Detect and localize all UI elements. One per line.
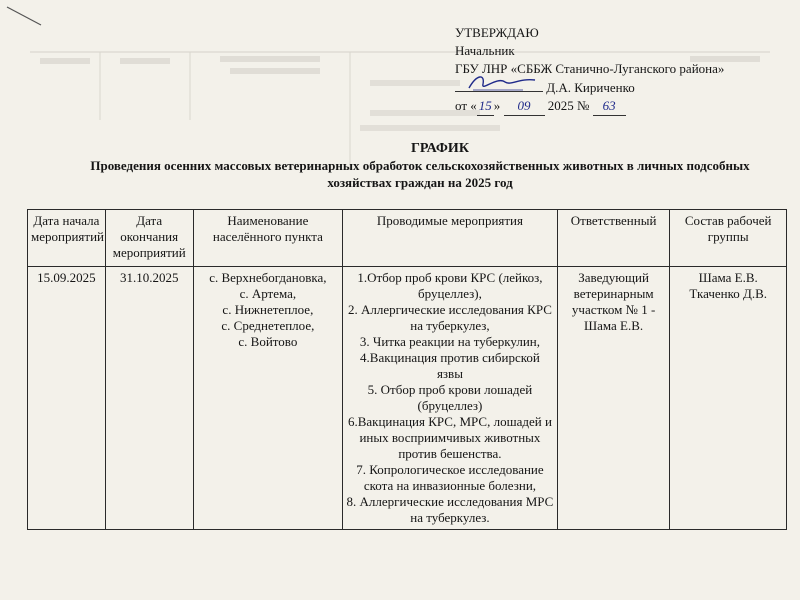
title-heading: ГРАФИК [411,141,469,156]
activity-item: 5. Отбор проб крови лошадей (бруцеллез) [367,382,533,413]
schedule-table [27,209,787,530]
team-member: Ткаченко Д.В. [689,286,768,301]
document-title [90,140,750,191]
team-member: Шама Е.В. [698,270,758,285]
date-year: 2025 № [547,98,590,113]
settlement-item: с. Войтово [238,334,298,349]
activity-item: 8. Аллергические исследования МРС на туберкулез. [346,494,554,525]
activity-item: 3. Читка реакции на туберкулин, [359,334,540,349]
approval-signature-line [455,78,785,97]
activity-item: 7. Копрологическое исследование скота на инвазионные болезни, [356,462,544,493]
header-responsible: Ответственный [557,210,670,267]
header-team: Состав рабочей группы [670,210,787,267]
cell-activities [343,267,558,530]
date-month: 09 [504,97,545,116]
cell-settlements [193,267,342,530]
activity-item: 1.Отбор проб крови КРС (лейкоз, бруцеллез), [357,270,543,301]
date-day: 15 [477,97,494,116]
settlement-item: с. Верхнебогдановка, [209,270,327,285]
header-start-date: Дата начала мероприятий [28,210,106,267]
activity-item: 2. Аллергические исследования КРС на туберкулез, [347,302,552,333]
settlement-item: с. Нижнетеплое, [222,302,314,317]
date-prefix: от « [455,98,477,113]
activity-item: 6.Вакцинация КРС, МРС, лошадей и иных восприимчивых животных против бешенства. [347,414,552,461]
approval-date-line [455,97,785,116]
cell-team [670,267,787,530]
settlement-item: с. Среднетеплое, [221,318,315,333]
table-header-row [28,210,787,267]
settlement-item: с. Артема, [239,286,297,301]
activity-item: 4.Вакцинация против сибирской язвы [360,350,540,381]
order-number: 63 [593,97,626,116]
approval-heading: УТВЕРЖДАЮ [455,25,539,40]
handwritten-signature [463,70,543,94]
cell-responsible: Заведующий ветеринарным участком № 1 - Шама Е.В. [557,267,670,530]
cell-start-date: 15.09.2025 [28,267,106,530]
corner-pen-mark [5,5,45,27]
header-end-date: Дата окончания мероприятий [105,210,193,267]
signature [455,78,543,92]
date-separator: » [493,98,501,113]
approval-organization: ГБУ ЛНР «СББЖ Станично-Луганского района» [455,61,725,76]
header-activities: Проводимые мероприятия [343,210,558,267]
approval-block [455,24,785,116]
approval-position: Начальник [455,43,515,58]
signer-name: Д.А. Кириченко [546,80,635,95]
table-row [28,267,787,530]
cell-end-date: 31.10.2025 [105,267,193,530]
title-subtitle: Проведения осенних массовых ветеринарных обработок сельскохозяйственных животных в личных подсобных хозяйствах граждан на 2025 год [90,158,750,190]
header-settlement: Наименование населённого пункта [193,210,342,267]
